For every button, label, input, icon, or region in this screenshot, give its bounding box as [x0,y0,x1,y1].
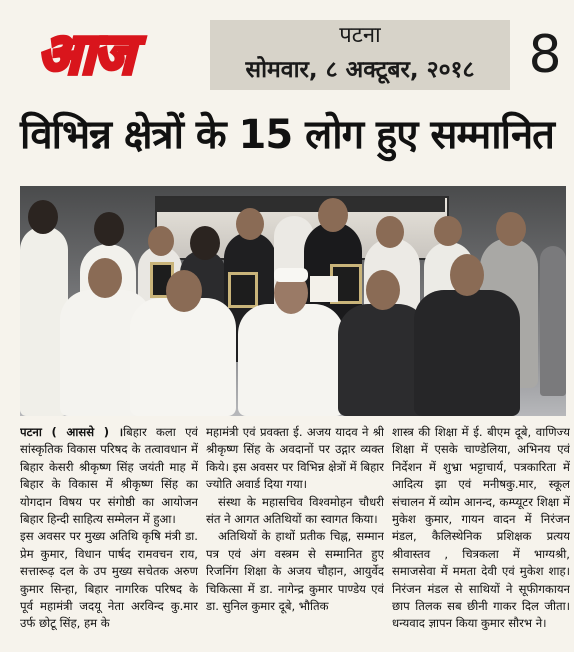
article-paragraph: अतिथियों के हाथों प्रतीक चिह्न, सम्मान पत्र एवं अंग वस्त्रम से सम्मानित हुए रिजनिंग शिक्षा के अजय चौहान, आयुर्वेद चिकित्सा में डा. नागेन्द्र कुमार पाण्डेय एवं डा. सुनिल कुमार दूबे, भौतिक [206,529,384,614]
person-figure [540,246,566,396]
person-face [236,208,264,240]
award-plaque [228,272,258,308]
person-face [366,270,400,310]
person-head [190,226,220,260]
article-paragraph: इस अवसर पर मुख्य अतिथि कृषि मंत्री डा. प्रेम कुमार, विधान पार्षद रामवचन राय, सत्तारूढ़ दल के उप मुख्य सचेतक अरुण कुमार सिन्हा, बिहार नागरिक परिषद के पूर्व महामंत्री जदयू नेता अरविन्द कु.मार उर्फ छोटू सिंह, हम के [20,529,198,631]
photo-banner-strip [155,198,445,212]
person-face [88,258,122,298]
person-figure [130,298,236,416]
person-head [28,200,58,234]
news-photo [20,186,566,416]
person-face [148,226,174,256]
article-paragraph: शास्त्र की शिक्षा में ई. बीएम दूबे, वाणिज्य शिक्षा में एसके चाण्डेलिया, अभिनय एवं निर्देशन में शुभ्रा भट्टाचार्य, पत्रकारिता में आदित्य झा एवं मनीषकु.मार, स्कूल संचालन में व्योम आनन्द, कम्प्यूटर शिक्षा में मुकेश कुमार, गायन वादन में निरंजन मंडल, कैलिस्थेनिक प्रशिक्षक प्रत्यय श्रीवास्तव , चित्रकला में भाग्यश्री, समाजसेवा में ममता देवी एवं मुकेश शाह। निरंजन मंडल से साथियों ने सूफीगकायन छाप तिलक सब छीनी गाकर दिल जीता। धन्यवाद ज्ञापन किया कुमार सौरभ ने। [392,425,570,631]
edition-city: पटना [339,23,381,48]
article-dateline: पटना ( आससे ) । [20,425,124,439]
article-paragraph: महामंत्री एवं प्रवक्ता ई. अजय यादव ने श्री श्रीकृष्ण सिंह के अवदानों पर उद्गार व्यक्त किये। इस अवसर पर विभिन्न क्षेत्रों में बिहार ज्योति अवार्ड दिया गया। [206,425,384,492]
article-paragraph [20,424,198,528]
logo-text: आज [37,22,133,87]
article-text: बिहार कला एवं सांस्कृतिक विकास परिषद के तत्वावधान में बिहार केसरी श्रीकृष्ण सिंह जयंती माह में बिहार के विकास में श्रीकृष्ण सिंह का योगदान विषय पर संगोष्ठी का आयोजन बिहार हिन्दी साहित्य सम्मेलन में हुआ। [20,425,198,527]
person-face [166,270,202,312]
article-column-1 [20,424,198,634]
person-figure [414,290,520,416]
article-column-3 [392,424,570,634]
person-face [318,198,348,232]
person-face [376,216,404,248]
person-figure [238,304,344,416]
person-face [496,212,526,246]
article-column-2 [206,424,384,634]
person-face [450,254,484,296]
page-number: 8 [528,25,562,85]
person-face [434,216,462,246]
article-body [20,424,570,634]
edition-date: सोमवार, ८ अक्टूबर, २०१८ [245,57,475,83]
newspaper-logo [10,22,160,88]
award-plaque [310,276,338,302]
headline: विभिन्न क्षेत्रों के 15 लोग हुए सम्मानित [20,112,554,158]
article-paragraph: संस्था के महासचिव विश्वमोहन चौधरी संत ने आगत अतिथियों का स्वागत किया। [206,494,384,527]
person-cap [274,268,308,282]
person-head [94,212,124,246]
